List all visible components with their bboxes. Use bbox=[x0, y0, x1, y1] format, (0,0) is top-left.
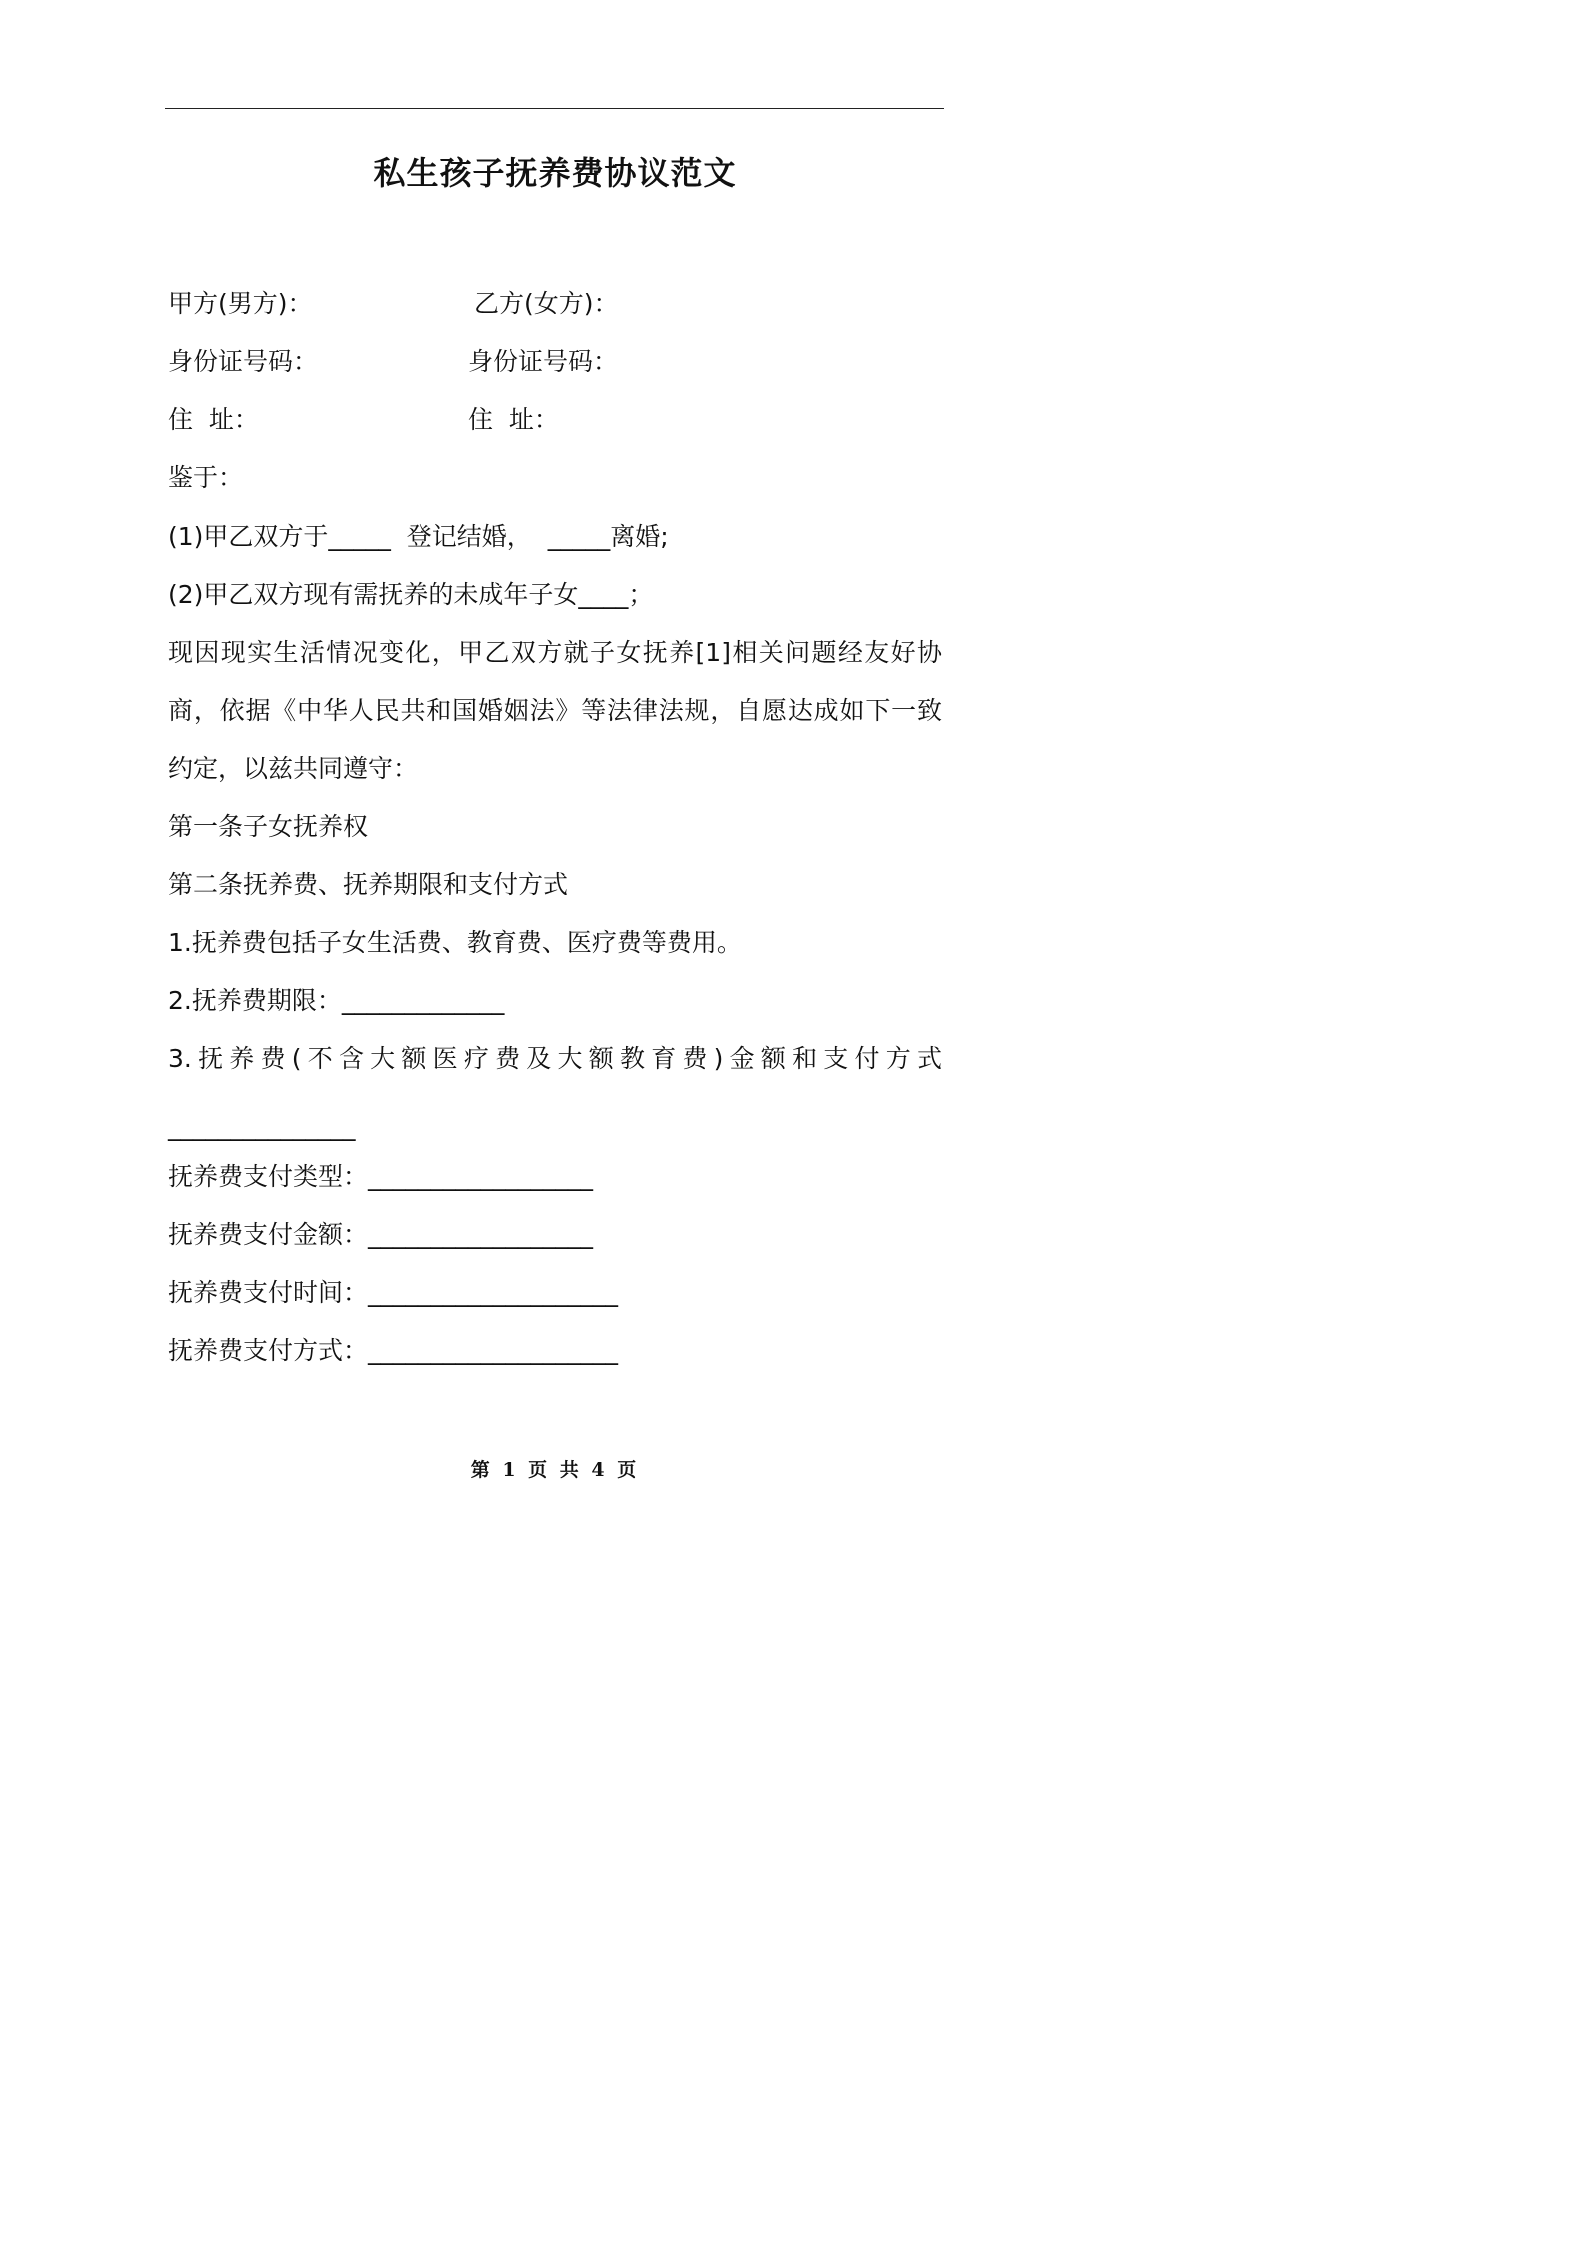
party-a-id-label: 身份证号码： bbox=[168, 347, 319, 376]
party-b-label: 乙方(女方)： bbox=[474, 289, 619, 318]
payment-method-field: 抚养费支付方式：____________________ bbox=[168, 1336, 619, 1365]
party-a-label: 甲方(男方)： bbox=[168, 289, 313, 318]
payment-time-field: 抚养费支付时间：____________________ bbox=[168, 1278, 619, 1307]
payment-amount-field: 抚养费支付金额：__________________ bbox=[168, 1220, 594, 1249]
document-page bbox=[0, 0, 1100, 1556]
intro-paragraph-line-1: 现因现实生活情况变化，甲乙双方就子女抚养[1]相关问题经友好协 bbox=[168, 638, 942, 667]
item-3-blank: _______________ bbox=[168, 1112, 356, 1141]
party-b-address-label: 住 址： bbox=[468, 405, 559, 434]
party-a-address-label: 住 址： bbox=[168, 405, 259, 434]
item-3-amount: 3.抚养费(不含大额医疗费及大额教育费)金额和支付方式 bbox=[168, 1044, 942, 1073]
article-2-heading: 第二条抚养费、抚养期限和支付方式 bbox=[168, 870, 569, 899]
header-rule bbox=[165, 108, 944, 109]
article-1-heading: 第一条子女抚养权 bbox=[168, 812, 369, 841]
payment-type-field: 抚养费支付类型：__________________ bbox=[168, 1162, 594, 1191]
party-b-id-label: 身份证号码： bbox=[468, 347, 619, 376]
recital-clause-2: (2)甲乙双方现有需抚养的未成年子女____； bbox=[168, 580, 654, 609]
document-title: 私生孩子抚养费协议范文 bbox=[373, 154, 737, 192]
intro-paragraph-line-2: 商，依据《中华人民共和国婚姻法》等法律法规，自愿达成如下一致 bbox=[168, 696, 942, 725]
whereas-heading: 鉴于： bbox=[168, 463, 244, 492]
page-number: 第 1 页 共 4 页 bbox=[470, 1459, 640, 1481]
item-2-term: 2.抚养费期限：_____________ bbox=[168, 986, 505, 1015]
intro-paragraph-line-3: 约定，以兹共同遵守： bbox=[168, 754, 419, 783]
recital-clause-1: (1)甲乙双方于_____ 登记结婚， _____离婚; bbox=[168, 522, 669, 551]
item-1: 1.抚养费包括子女生活费、教育费、医疗费等费用。 bbox=[168, 928, 742, 957]
